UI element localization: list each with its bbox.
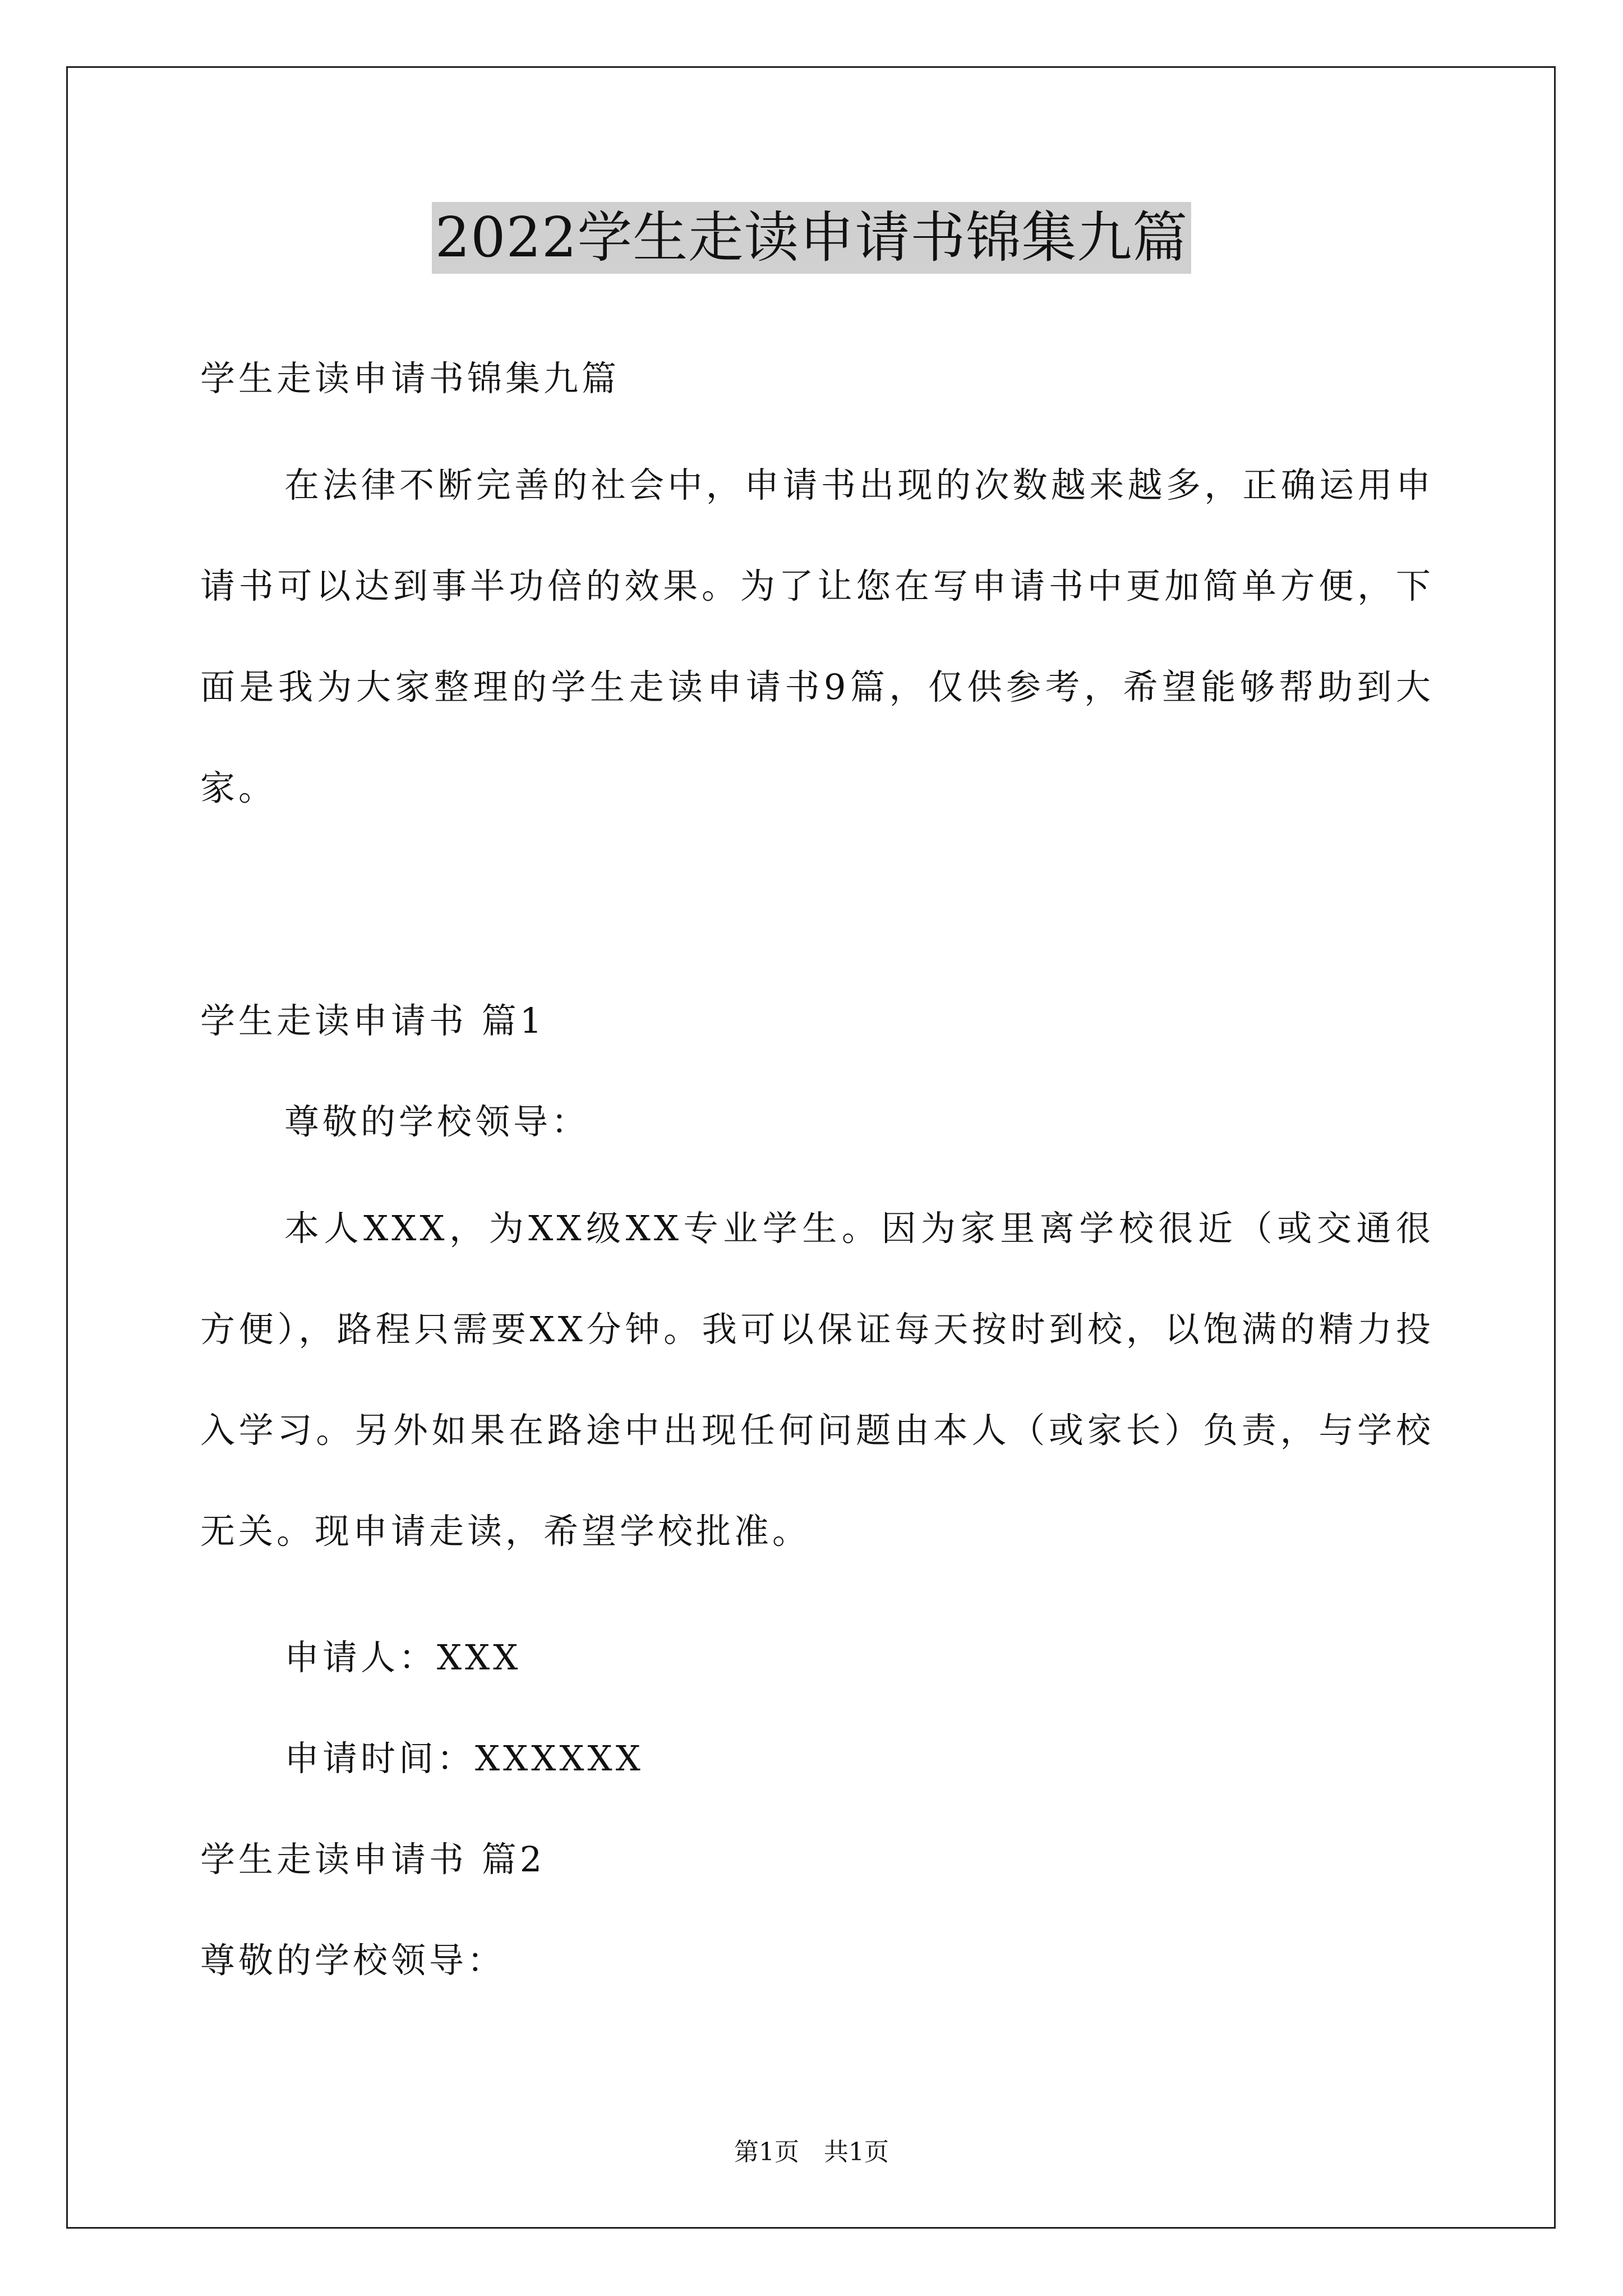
- title-container: [0, 202, 1623, 274]
- section2-salutation: 尊敬的学校领导：: [200, 1940, 506, 1981]
- page-number: 第1页 共1页: [734, 2138, 889, 2166]
- section1-heading: 学生走读申请书 篇1: [200, 1000, 546, 1041]
- section2-heading: 学生走读申请书 篇2: [200, 1839, 546, 1880]
- document-title: 2022学生走读申请书锦集九篇: [432, 202, 1191, 274]
- section1-applicant: 申请人：XXX: [284, 1637, 522, 1678]
- section1-body: 本人XXX，为XX级XX专业学生。因为家里离学校很近（或交通很方便），路程只需要XX分钟。我可以保证每天按时到校，以饱满的精力投入学习。另外如果在路途中出现任何问题由本人（或家长）负责，与学校无关。现申请走读，希望学校批准。: [200, 1208, 1434, 1552]
- intro-paragraph: 在法律不断完善的社会中，申请书出现的次数越来越多，正确运用申请书可以达到事半功倍的效果。为了让您在写申请书中更加简单方便，下面是我为大家整理的学生走读申请书9篇，仅供参考，希望能够帮助到大家。: [200, 464, 1434, 808]
- section1-salutation: 尊敬的学校领导：: [284, 1101, 590, 1142]
- section1-date: 申请时间：XXXXXX: [284, 1738, 644, 1779]
- document-subtitle: 学生走读申请书锦集九篇: [200, 358, 620, 399]
